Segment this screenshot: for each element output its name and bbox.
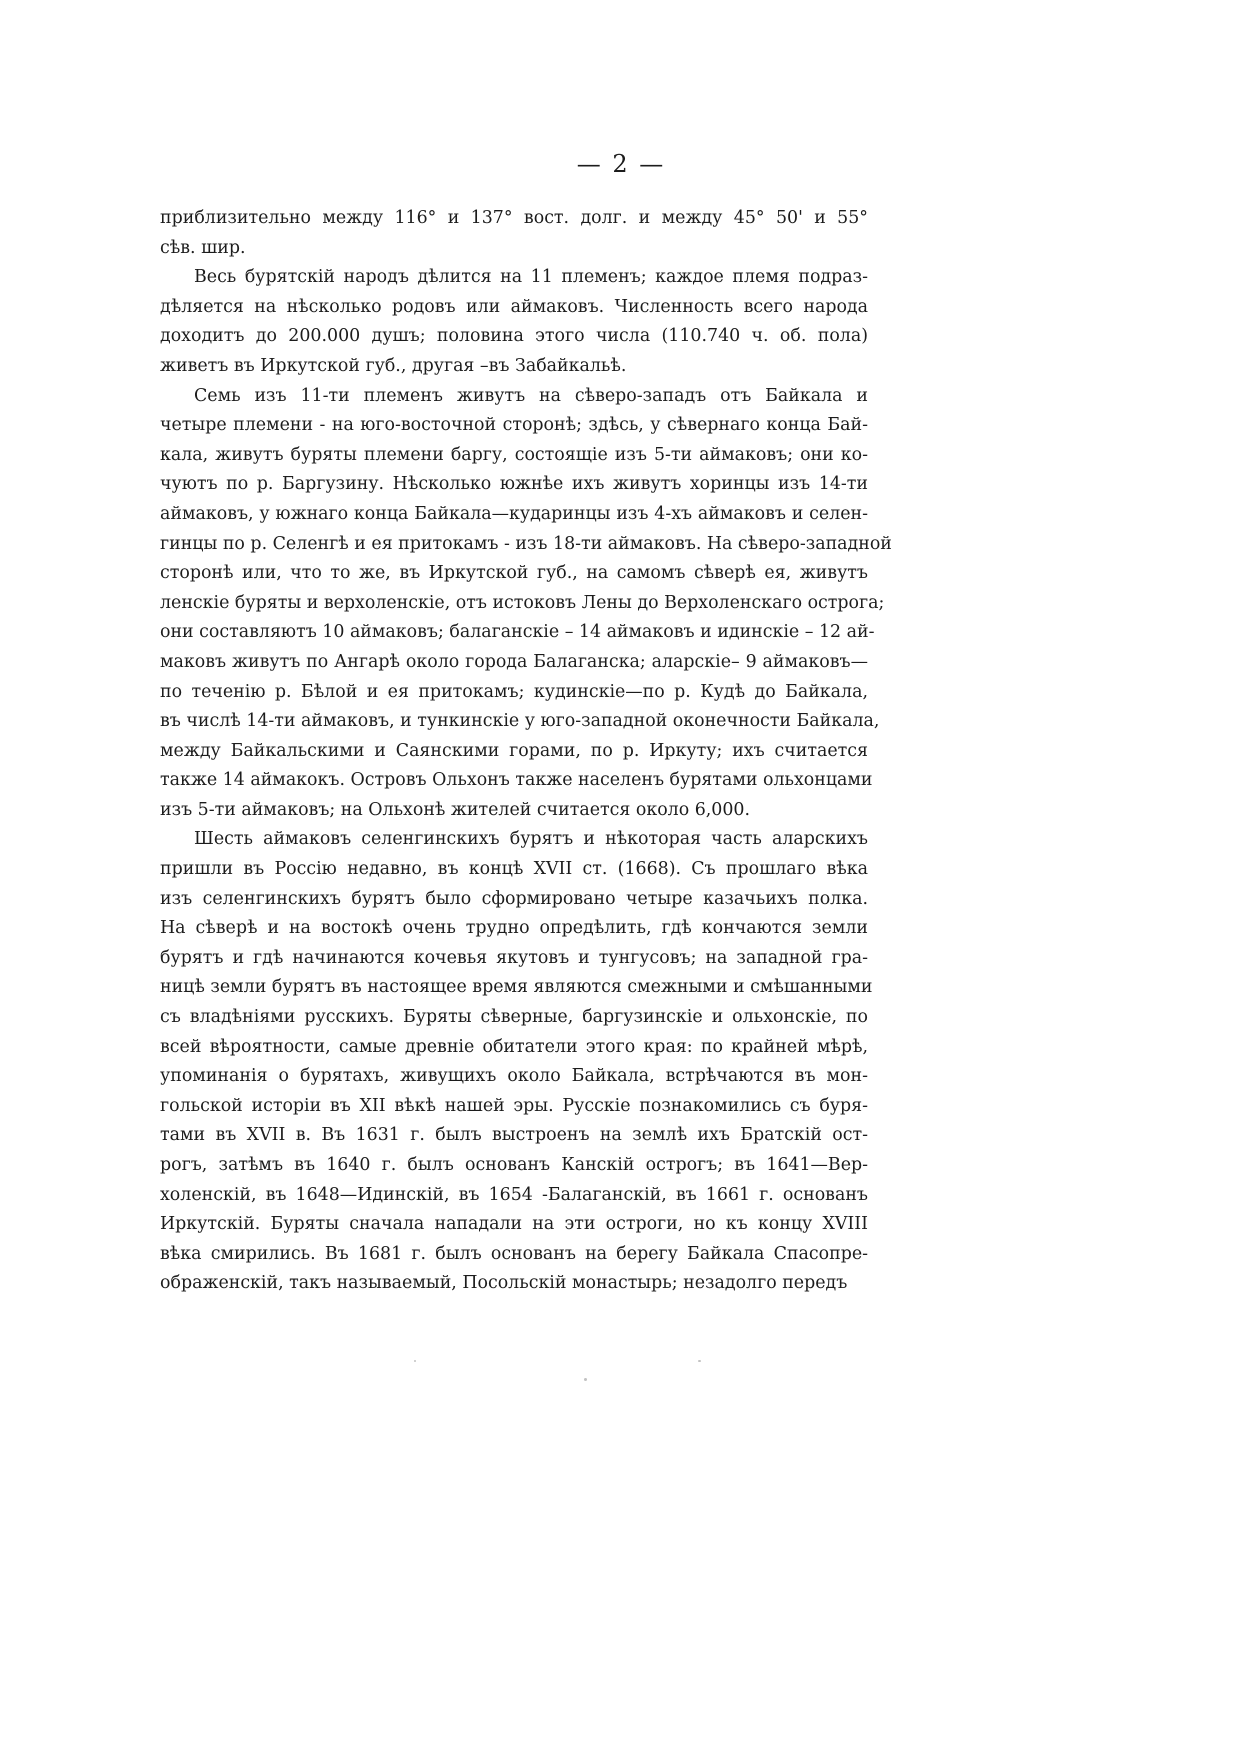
text-line: въ числѣ 14-ти аймаковъ, и тункинскіе у юго-западной оконечности Байкала, [160,711,880,732]
text-line: дѣляется на нѣсколько родовъ или аймаковъ. Численность всего народа [160,296,868,317]
text-line: пришли въ Россію недавно, въ концѣ XVII ст. (1668). Съ прошлаго вѣка [160,859,868,880]
text-line: гольской исторіи въ XII вѣкѣ нашей эры. Русскіе познакомились съ буря- [160,1095,868,1116]
text-line: На сѣверѣ и на востокѣ очень трудно опредѣлить, гдѣ кончаются земли [160,918,868,939]
scan-speck [584,1378,587,1381]
text-line: чуютъ по р. Баргузину. Нѣсколько южнѣе ихъ живутъ хоринцы изъ 14-ти [160,474,868,495]
text-line: ленскіе буряты и верхоленскіе, отъ истоковъ Лены до Верхоленскаго острога; [160,592,885,613]
text-line: изъ селенгинскихъ бурятъ было сформировано четыре казачьихъ полка. [160,888,868,909]
paragraph [160,825,873,1299]
text-line: всей вѣроятности, самые древніе обитатели этого края: по крайней мѣрѣ, [160,1036,868,1057]
text-line: также 14 аймакокъ. Островъ Ольхонъ также населенъ бурятами ольхонцами [160,770,873,791]
scan-speck [698,1360,701,1362]
text-line: рогъ, затѣмъ въ 1640 г. былъ основанъ Канскій острогъ; въ 1641—Вер- [160,1155,868,1175]
text-line: сторонѣ или, что то же, въ Иркутской губ., на самомъ сѣверѣ ея, живутъ [160,563,868,584]
text-line: Шесть аймаковъ селенгинскихъ бурятъ и нѣкоторая часть аларскихъ [194,829,868,850]
text-line: ображенскій, такъ называемый, Посольскій монастырь; незадолго передъ [160,1273,848,1294]
text-line: живетъ въ Иркутской губ., другая –въ Забайкальѣ. [160,355,627,376]
text-line: сѣв. шир. [160,237,246,258]
text-line: маковъ живутъ по Ангарѣ около города Балаганска; аларскіе– 9 аймаковъ— [160,651,868,672]
text-line: они составляютъ 10 аймаковъ; балаганскіе – 14 аймаковъ и идинскіе – 12 ай- [160,622,875,643]
text-line: доходитъ до 200.000 душъ; половина этого числа (110.740 ч. об. пола) [160,326,868,347]
paragraph [160,263,868,381]
text-line: съ владѣніями русскихъ. Буряты сѣверные, баргузинскіе и ольхонскіе, по [160,1007,868,1028]
text-line: бурятъ и гдѣ начинаются кочевья якутовъ и тунгусовъ; на западной гра- [160,947,868,968]
text-line: тами въ XVII в. Въ 1631 г. былъ выстроенъ на землѣ ихъ Братскій ост- [160,1125,868,1146]
text-line: по теченію р. Бѣлой и ея притокамъ; кудинскіе—по р. Кудѣ до Байкала, [160,681,868,702]
text-line: Семь изъ 11-ти племенъ живутъ на сѣверо-западъ отъ Байкала и [194,385,868,406]
body-text [160,204,892,1299]
text-line: вѣка смирились. Въ 1681 г. былъ основанъ на берегу Байкала Спасопре- [160,1243,868,1264]
text-line: упоминанія о бурятахъ, живущихъ около Байкала, встрѣчаются въ мон- [160,1066,868,1087]
text-line: изъ 5-ти аймаковъ; на Ольхонѣ жителей считается около 6,000. [160,799,751,820]
paragraph [160,382,892,826]
text-line: Иркутскій. Буряты сначала нападали на эти остроги, но къ концу XVIII [160,1214,868,1235]
text-line: четыре племени - на юго-восточной сторонѣ; здѣсь, у сѣвернаго конца Бай- [160,415,868,436]
text-line: кала, живутъ буряты племени баргу, состоящіе изъ 5-ти аймаковъ; они ко- [160,444,868,465]
page-number: — 2 — [576,150,666,178]
paragraph [160,204,868,263]
text-line: ницѣ земли бурятъ въ настоящее время являются смежными и смѣшанными [160,977,873,998]
scan-speck [414,1360,416,1362]
text-line: Весь бурятскій народъ дѣлится на 11 племенъ; каждое племя подраз- [194,267,868,288]
text-line: между Байкальскими и Саянскими горами, по р. Иркуту; ихъ считается [160,740,868,761]
text-line: гинцы по р. Селенгѣ и ея притокамъ - изъ 18-ти аймаковъ. На сѣверо-западной [160,533,892,554]
text-line: холенскій, въ 1648—Идинскій, въ 1654 -Балаганскій, въ 1661 г. основанъ [160,1184,868,1205]
text-line: приблизительно между 116° и 137° вост. долг. и между 45° 50' и 55° [160,208,868,228]
text-line: аймаковъ, у южнаго конца Байкала—кударинцы изъ 4-хъ аймаковъ и селен- [160,503,868,524]
